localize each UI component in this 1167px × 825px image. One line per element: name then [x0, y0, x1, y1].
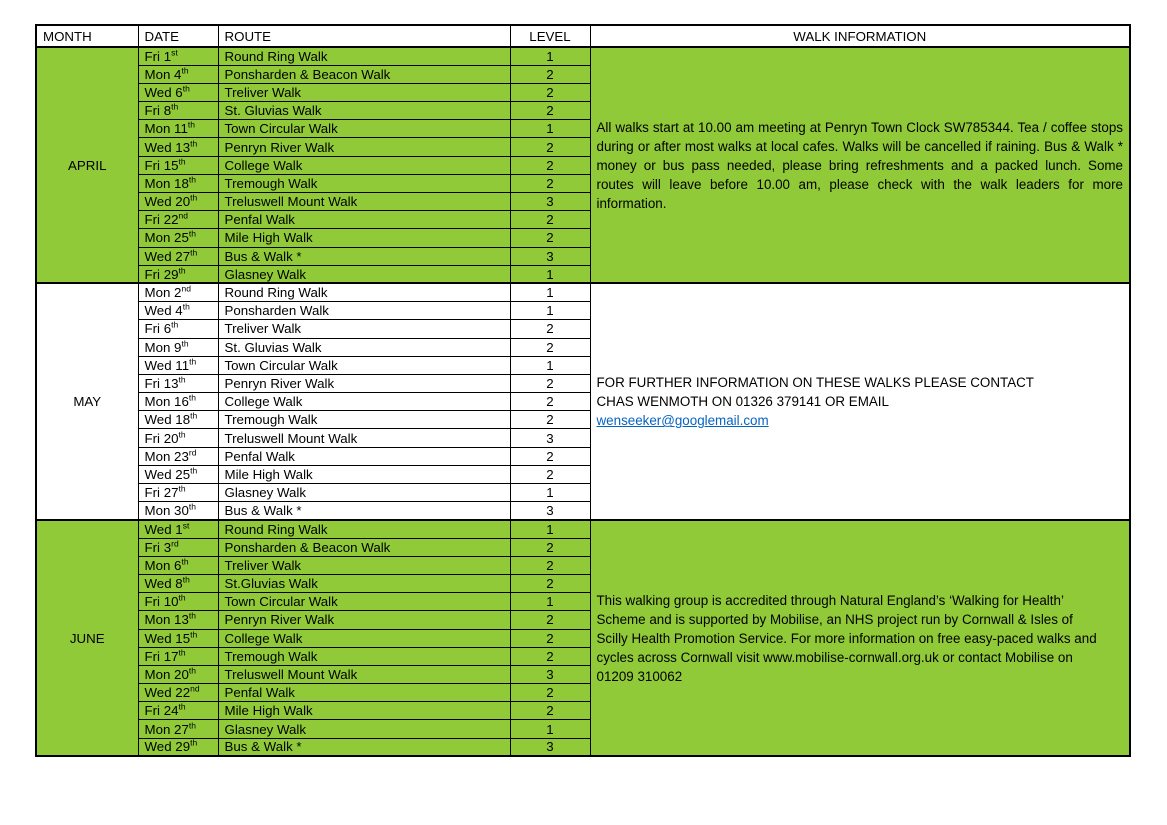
level-cell: 2: [510, 156, 590, 174]
route-cell: Treliver Walk: [218, 83, 510, 101]
date-cell: Fri 29th: [138, 265, 218, 283]
route-cell: Penfal Walk: [218, 447, 510, 465]
date-ordinal: th: [178, 483, 186, 494]
date-ordinal: th: [189, 356, 197, 367]
route-cell: Penryn River Walk: [218, 138, 510, 156]
route-cell: Penryn River Walk: [218, 374, 510, 392]
header-row: [36, 25, 1130, 47]
level-cell: 2: [510, 320, 590, 338]
route-cell: Tremough Walk: [218, 411, 510, 429]
route-cell: Treliver Walk: [218, 556, 510, 574]
level-cell: 3: [510, 665, 590, 683]
route-cell: Mile High Walk: [218, 465, 510, 483]
date-cell: Mon 16th: [138, 393, 218, 411]
date-cell: Mon 18th: [138, 174, 218, 192]
level-cell: 1: [510, 302, 590, 320]
date-ordinal: th: [178, 701, 186, 712]
date-cell: Wed 8th: [138, 574, 218, 592]
date-cell: Mon 6th: [138, 556, 218, 574]
level-cell: 1: [510, 120, 590, 138]
level-cell: 2: [510, 574, 590, 592]
date-cell: Mon 4th: [138, 65, 218, 83]
level-cell: 2: [510, 338, 590, 356]
route-cell: Ponsharden & Beacon Walk: [218, 65, 510, 83]
date-ordinal: th: [178, 374, 186, 385]
level-cell: 2: [510, 83, 590, 101]
level-cell: 2: [510, 647, 590, 665]
level-cell: 1: [510, 47, 590, 65]
level-cell: 1: [510, 593, 590, 611]
date-cell: Mon 23rd: [138, 447, 218, 465]
date-cell: Fri 10th: [138, 593, 218, 611]
route-cell: Bus & Walk *: [218, 502, 510, 520]
date-ordinal: th: [178, 429, 186, 440]
level-cell: 2: [510, 393, 590, 411]
date-cell: Fri 6th: [138, 320, 218, 338]
date-cell: Mon 25th: [138, 229, 218, 247]
walk-information-text: All walks start at 10.00 am meeting at Penryn Town Clock SW785344. Tea / coffee stops during or after most walks at local cafes. Walks will be cancelled if raining. Bus & Walk * money or bus pass needed, please bring refreshments and a packed lunch. Some routes will leave before 10.00 am, please check with the walk leaders for more information.: [596, 119, 1123, 211]
date-ordinal: th: [188, 174, 196, 185]
route-cell: Town Circular Walk: [218, 120, 510, 138]
level-cell: 2: [510, 374, 590, 392]
date-cell: Fri 1st: [138, 47, 218, 65]
route-cell: Mile High Walk: [218, 229, 510, 247]
level-cell: 2: [510, 447, 590, 465]
route-cell: Town Circular Walk: [218, 356, 510, 374]
date-ordinal: th: [188, 665, 196, 676]
date-cell: Mon 27th: [138, 720, 218, 738]
date-ordinal: th: [171, 101, 179, 112]
date-cell: Wed 1st: [138, 520, 218, 538]
date-cell: Wed 4th: [138, 302, 218, 320]
route-cell: College Walk: [218, 393, 510, 411]
date-ordinal: th: [182, 83, 190, 94]
level-cell: 1: [510, 484, 590, 502]
date-ordinal: th: [190, 192, 198, 203]
month-cell: APRIL: [36, 47, 138, 283]
table-row: [36, 520, 1130, 538]
date-ordinal: th: [178, 647, 186, 658]
date-cell: Mon 2nd: [138, 283, 218, 301]
date-cell: Wed 13th: [138, 138, 218, 156]
route-cell: Town Circular Walk: [218, 593, 510, 611]
date-cell: Wed 22nd: [138, 684, 218, 702]
level-cell: 2: [510, 611, 590, 629]
level-cell: 1: [510, 520, 590, 538]
date-cell: Fri 17th: [138, 647, 218, 665]
route-cell: College Walk: [218, 629, 510, 647]
level-cell: 3: [510, 247, 590, 265]
date-cell: Fri 3rd: [138, 538, 218, 556]
date-cell: Wed 25th: [138, 465, 218, 483]
date-cell: Mon 9th: [138, 338, 218, 356]
date-cell: Fri 8th: [138, 102, 218, 120]
date-ordinal: th: [178, 156, 186, 167]
date-cell: Wed 27th: [138, 247, 218, 265]
date-ordinal: th: [182, 574, 190, 585]
route-cell: Penfal Walk: [218, 684, 510, 702]
level-cell: 2: [510, 102, 590, 120]
header-cell-month: MONTH: [36, 25, 138, 47]
level-cell: 2: [510, 629, 590, 647]
level-cell: 2: [510, 465, 590, 483]
date-ordinal: th: [187, 119, 195, 130]
route-cell: Treluswell Mount Walk: [218, 429, 510, 447]
route-cell: Glasney Walk: [218, 484, 510, 502]
email-link[interactable]: wenseeker@googlemail.com: [596, 413, 769, 429]
date-cell: Wed 11th: [138, 356, 218, 374]
route-cell: Glasney Walk: [218, 265, 510, 283]
level-cell: 1: [510, 283, 590, 301]
date-ordinal: st: [182, 520, 190, 531]
date-ordinal: th: [188, 720, 196, 731]
month-cell: JUNE: [36, 520, 138, 756]
route-cell: Bus & Walk *: [218, 247, 510, 265]
route-cell: Glasney Walk: [218, 720, 510, 738]
walk-information-text: This walking group is accredited through Natural England’s ‘Walking for Health’ Scheme and is supported by Mobilise, an NHS project run by Cornwall & Isles of Scilly Health Promotion Service. For more information on free easy-paced walks and cycles across Cornwall visit www.mobilise-cornwall.org.uk or contact Mobilise on 01209 310062: [596, 592, 1097, 684]
date-ordinal: th: [181, 556, 189, 567]
header-cell-date: DATE: [138, 25, 218, 47]
route-cell: Bus & Walk *: [218, 738, 510, 756]
date-ordinal: th: [188, 392, 196, 403]
level-cell: 2: [510, 229, 590, 247]
date-cell: Wed 15th: [138, 629, 218, 647]
date-ordinal: th: [181, 338, 189, 349]
level-cell: 2: [510, 684, 590, 702]
date-ordinal: rd: [188, 447, 197, 458]
date-ordinal: nd: [178, 210, 188, 221]
route-cell: Penfal Walk: [218, 211, 510, 229]
header-cell-level: LEVEL: [510, 25, 590, 47]
route-cell: St.Gluvias Walk: [218, 574, 510, 592]
level-cell: 2: [510, 411, 590, 429]
level-cell: 3: [510, 193, 590, 211]
walk-information-cell: [590, 283, 1130, 519]
date-ordinal: th: [190, 629, 198, 640]
route-cell: Ponsharden & Beacon Walk: [218, 538, 510, 556]
route-cell: Penryn River Walk: [218, 611, 510, 629]
walks-table: [35, 24, 1131, 757]
route-cell: Treluswell Mount Walk: [218, 193, 510, 211]
date-ordinal: th: [181, 65, 189, 76]
level-cell: 2: [510, 174, 590, 192]
date-cell: Fri 24th: [138, 702, 218, 720]
table-row: [36, 283, 1130, 301]
route-cell: Round Ring Walk: [218, 283, 510, 301]
date-cell: Wed 18th: [138, 411, 218, 429]
date-cell: Mon 11th: [138, 120, 218, 138]
date-ordinal: th: [190, 410, 198, 421]
route-cell: St. Gluvias Walk: [218, 102, 510, 120]
date-ordinal: th: [188, 610, 196, 621]
level-cell: 2: [510, 211, 590, 229]
route-cell: Tremough Walk: [218, 647, 510, 665]
level-cell: 3: [510, 738, 590, 756]
header-cell-walk-information: WALK INFORMATION: [590, 25, 1130, 47]
walk-information-cell: [590, 520, 1130, 756]
walks-table-body: [36, 47, 1130, 756]
date-ordinal: th: [182, 301, 190, 312]
level-cell: 3: [510, 429, 590, 447]
level-cell: 2: [510, 538, 590, 556]
date-ordinal: nd: [190, 683, 200, 694]
date-ordinal: rd: [171, 538, 179, 549]
date-ordinal: th: [178, 592, 186, 603]
level-cell: 2: [510, 138, 590, 156]
level-cell: 2: [510, 65, 590, 83]
date-ordinal: th: [190, 138, 198, 149]
date-ordinal: th: [190, 738, 198, 749]
date-cell: Wed 6th: [138, 83, 218, 101]
date-cell: Mon 13th: [138, 611, 218, 629]
route-cell: Treluswell Mount Walk: [218, 665, 510, 683]
route-cell: College Walk: [218, 156, 510, 174]
route-cell: Treliver Walk: [218, 320, 510, 338]
date-cell: Mon 20th: [138, 665, 218, 683]
walk-information-text: FOR FURTHER INFORMATION ON THESE WALKS PLEASE CONTACT CHAS WENMOTH ON 01326 379141 OR EMAIL wenseeker@googlemail.com: [596, 375, 1034, 429]
date-cell: Wed 29th: [138, 738, 218, 756]
level-cell: 1: [510, 265, 590, 283]
date-ordinal: th: [188, 501, 196, 512]
date-ordinal: th: [190, 247, 198, 258]
route-cell: Round Ring Walk: [218, 520, 510, 538]
route-cell: St. Gluvias Walk: [218, 338, 510, 356]
route-cell: Tremough Walk: [218, 174, 510, 192]
route-cell: Round Ring Walk: [218, 47, 510, 65]
level-cell: 1: [510, 356, 590, 374]
route-cell: Mile High Walk: [218, 702, 510, 720]
date-cell: Fri 15th: [138, 156, 218, 174]
level-cell: 3: [510, 502, 590, 520]
level-cell: 2: [510, 556, 590, 574]
date-cell: Mon 30th: [138, 502, 218, 520]
date-ordinal: th: [190, 465, 198, 476]
date-ordinal: th: [188, 229, 196, 240]
date-cell: Fri 13th: [138, 374, 218, 392]
date-cell: Fri 22nd: [138, 211, 218, 229]
date-ordinal: th: [178, 265, 186, 276]
date-ordinal: nd: [181, 283, 191, 294]
date-cell: Fri 20th: [138, 429, 218, 447]
header-cell-route: ROUTE: [218, 25, 510, 47]
walk-information-cell: [590, 47, 1130, 283]
date-ordinal: st: [171, 47, 178, 58]
table-row: [36, 47, 1130, 65]
date-cell: Wed 20th: [138, 193, 218, 211]
date-ordinal: th: [171, 319, 179, 330]
date-cell: Fri 27th: [138, 484, 218, 502]
level-cell: 2: [510, 702, 590, 720]
month-cell: MAY: [36, 283, 138, 519]
route-cell: Ponsharden Walk: [218, 302, 510, 320]
level-cell: 1: [510, 720, 590, 738]
